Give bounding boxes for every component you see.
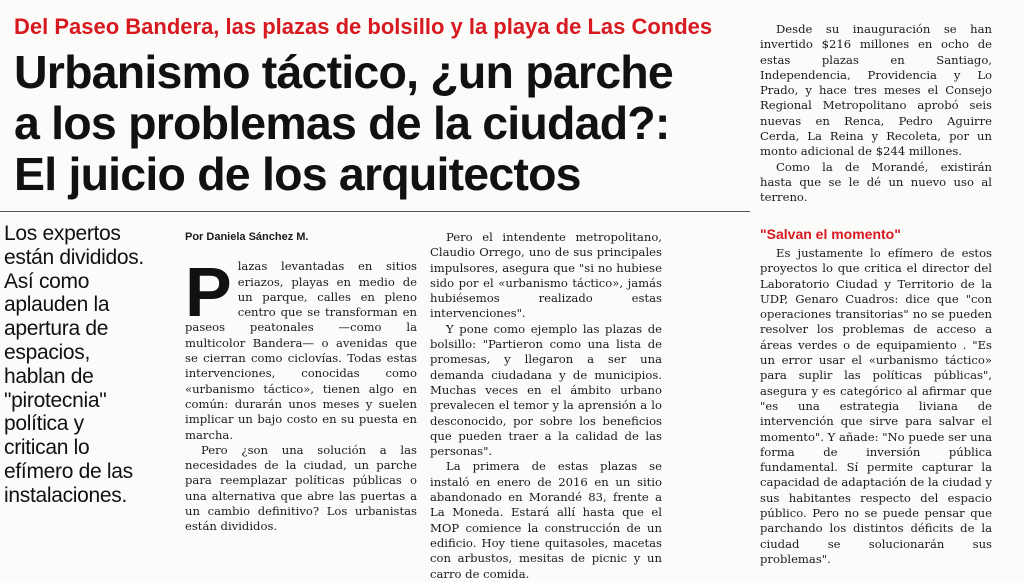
article-column-3 bbox=[760, 22, 992, 206]
paragraph: La primera de estas plazas se instaló en enero de 2016 en un sitio abandonado en Morandé 83, frente a La Moneda. Estará allí hasta que el MOP comience la construcción de un edificio. Hoy tiene quitasoles, macetas con arbustos, mesitas de picnic y un carro de comida. bbox=[430, 459, 662, 581]
paragraph: Como la de Morandé, existirán hasta que se le dé un nuevo uso al terreno. bbox=[760, 159, 992, 205]
headline-line-3: El juicio de los arquitectos bbox=[14, 148, 581, 200]
deck-line: hablan de bbox=[4, 364, 94, 388]
article-column-1 bbox=[185, 230, 417, 535]
deck-line: "pirotecnia" bbox=[4, 388, 107, 412]
deck-line: aplauden la bbox=[4, 293, 110, 317]
deck-line: apertura de bbox=[4, 317, 109, 341]
deck-line: espacios, bbox=[4, 340, 91, 364]
headline-line-1: Urbanismo táctico, ¿un parche bbox=[14, 46, 673, 98]
paragraph: Desde su inauguración se han invertido $216 millones en ocho de estas plazas en Santiago, Independencia, Providencia y Lo Prado, y hace tres meses el Consejo Regional Metropolitano aprobó seis nuevas en Renca, Pedro Aguirre Cerda, La Reina y Recoleta, por un monto adicional de $244 millones. bbox=[760, 22, 992, 159]
deck-line: están divididos. bbox=[4, 245, 144, 269]
paragraph: Pero el intendente metropolitano, Claudio Orrego, uno de sus principales impulsores, asegura que "si no hubiese sido por el «urbanismo táctico», jamás hubiésemos realizado estas intervenciones". bbox=[430, 230, 662, 321]
section-subhead: "Salvan el momento" bbox=[760, 226, 901, 242]
byline: Por Daniela Sánchez M. bbox=[185, 231, 309, 243]
paragraph: Pero ¿son una solución a las necesidades de la ciudad, un parche para reemplazar políticas públicas o una alternativa que abre las puertas a un cambio definitivo? Los urbanistas están divididos. bbox=[185, 442, 417, 534]
deck-line: instalaciones. bbox=[4, 483, 128, 507]
headline-line-2: a los problemas de la ciudad?: bbox=[14, 97, 670, 149]
paragraph: Es justamente lo efímero de estos proyectos lo que critica el director del Laboratorio Ciudad y Territorio de la UDP, Genaro Cuadros: dice que "con operaciones transitorias" no se pueden resolver los problemas de acceso a áreas verdes o de equipamiento . "Es un error usar el «urbanismo táctico» para suplir las políticas públicas", asegura y es categórico al afirmar que "es una estrategia liviana de intervención que sirve para salvar el momento". Y añade: "No puede ser una forma de inversión pública fundamental. Sí permite capturar la capacidad de adaptación de la ciudad y sus habitantes respecto del espacio público. Pero no se puede pensar que parchando los distintos déficits de la ciudad se solucionarán sus problemas". bbox=[760, 246, 992, 566]
kicker: Del Paseo Bandera, las plazas de bolsillo y la playa de Las Condes bbox=[14, 14, 713, 39]
deck-line: política y bbox=[4, 412, 84, 436]
paragraph: lazas levantadas en sitios eriazos, playas en medio de un parque, calles en pleno centro que se transforman en paseos peatonales —como la multicolor Bandera— o avenidas que se cierran como ciclovías. Todas estas intervenciones, conocidas como «urbanismo táctico», tienen algo en común: durarán unos meses y suelen implicar un bajo costo en su puesta en marcha. bbox=[185, 259, 417, 442]
deck bbox=[4, 222, 172, 508]
paragraph: Y pone como ejemplo las plazas de bolsillo: "Partieron como una lista de promesas, y llegaron a ser una demanda ciudadana y de municipios. Muchas veces en el ámbito urbano prevalecen el temor y la aprensión a lo desconocido, por sobre los beneficios que pueden traer a la calidad de las personas". bbox=[430, 321, 662, 459]
article-column-4 bbox=[760, 225, 992, 567]
deck-line: efímero de las bbox=[4, 459, 133, 483]
article-column-2 bbox=[430, 230, 662, 582]
divider bbox=[0, 211, 750, 212]
deck-line: Así como bbox=[4, 269, 90, 293]
deck-line: Los expertos bbox=[4, 222, 121, 245]
drop-cap: P bbox=[185, 253, 232, 332]
deck-line: critican lo bbox=[4, 436, 90, 460]
headline bbox=[14, 47, 749, 200]
